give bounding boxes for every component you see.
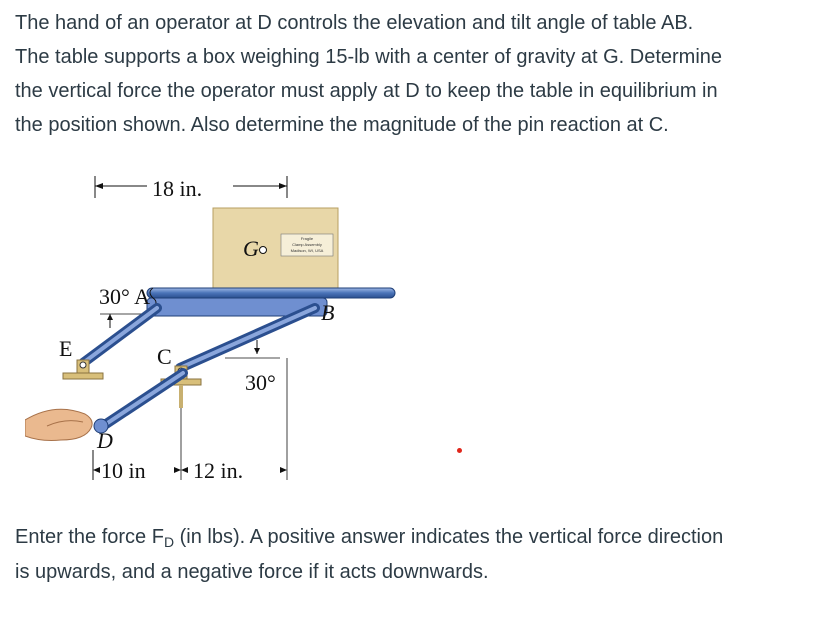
label-B: B xyxy=(321,300,335,325)
box-label-text: Fragile xyxy=(300,236,314,241)
support-E xyxy=(63,360,103,379)
link-EA-highlight xyxy=(83,308,157,363)
answer-instruction xyxy=(15,520,810,589)
dimension-18in xyxy=(95,176,287,201)
label-E: E xyxy=(59,336,73,361)
instruction-line: is upwards, and a negative force if it acts downwards. xyxy=(15,561,489,583)
dim-10in-label: 10 in xyxy=(101,458,146,483)
angle-C-arrowhead xyxy=(254,348,260,354)
problem-line: the vertical force the operator must apply at D to keep the table in equilibrium in xyxy=(15,80,718,102)
angle-A-label: 30° A xyxy=(99,284,150,309)
instruction-prefix: Enter the force F xyxy=(15,526,164,548)
center-of-gravity-point xyxy=(260,247,267,254)
dim-18in-label: 18 in. xyxy=(152,176,203,201)
box xyxy=(213,208,338,288)
table-AB xyxy=(147,288,395,316)
label-C: C xyxy=(157,344,172,369)
link-DC-highlight xyxy=(103,373,183,426)
box-label-text: Clamp Assembly xyxy=(292,242,322,247)
instruction-subscript: D xyxy=(163,534,175,550)
angle-C-label: 30° xyxy=(245,370,276,395)
box-label-text: Madison, WI, USA xyxy=(290,248,324,253)
mechanism-diagram xyxy=(25,168,405,498)
label-D: D xyxy=(97,428,113,453)
problem-statement xyxy=(15,6,810,142)
label-G: G xyxy=(243,236,259,261)
dim-12in-label: 12 in. xyxy=(193,458,244,483)
red-dot-marker xyxy=(457,448,462,453)
problem-line: the position shown. Also determine the magnitude of the pin reaction at C. xyxy=(15,114,669,136)
problem-line: The table supports a box weighing 15-lb with a center of gravity at G. Determine xyxy=(15,46,723,68)
instruction-suffix: (in lbs). A positive answer indicates the vertical force direction xyxy=(174,526,724,548)
angle-A-arrowhead xyxy=(107,314,113,320)
problem-line: The hand of an operator at D controls the elevation and tilt angle of table AB. xyxy=(15,12,694,34)
mechanism-figure xyxy=(25,168,405,498)
link-CB-highlight xyxy=(180,308,315,368)
operator-hand xyxy=(25,409,108,440)
instruction-line xyxy=(15,520,810,555)
